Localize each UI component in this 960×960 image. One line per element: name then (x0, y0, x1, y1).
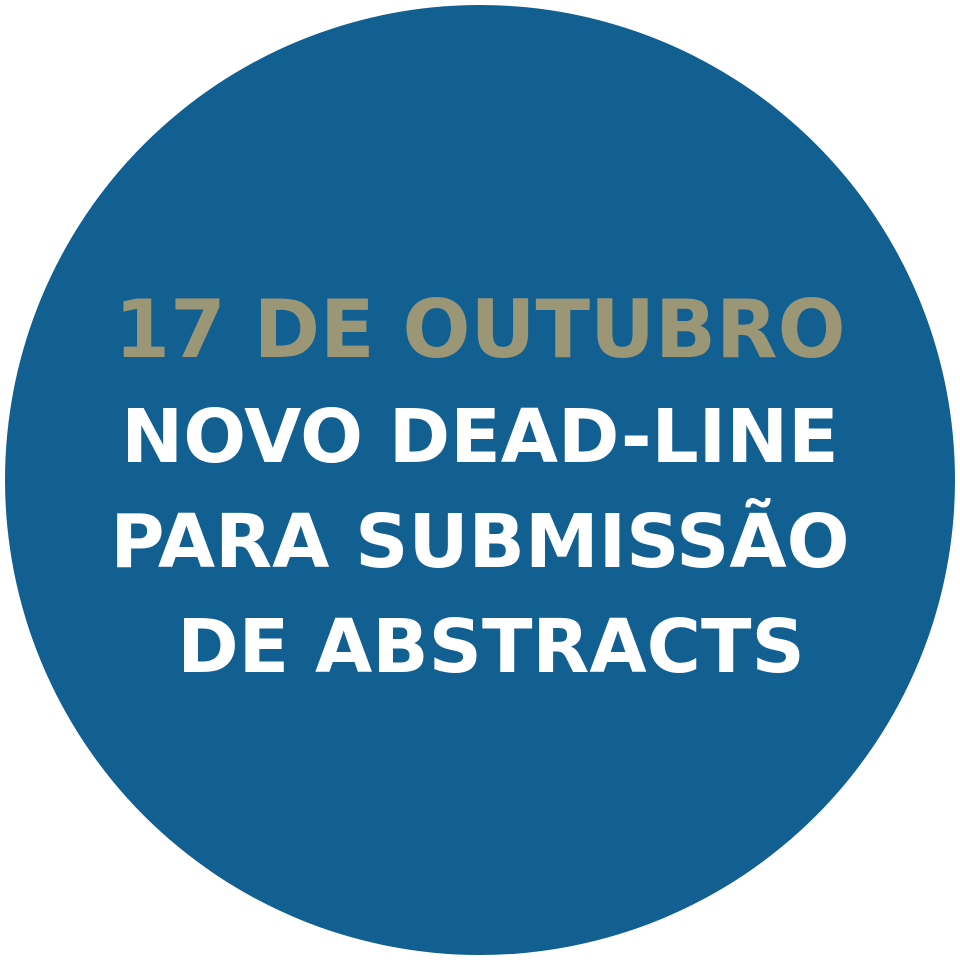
date-heading: 17 DE OUTUBRO (114, 283, 846, 376)
blue-circle-badge (5, 5, 955, 955)
message-line-1: NOVO DEAD-LINE (121, 394, 839, 480)
message-line-3: DE ABSTRACTS (177, 604, 805, 690)
message-line-2: PARA SUBMISSÃO (110, 499, 850, 585)
